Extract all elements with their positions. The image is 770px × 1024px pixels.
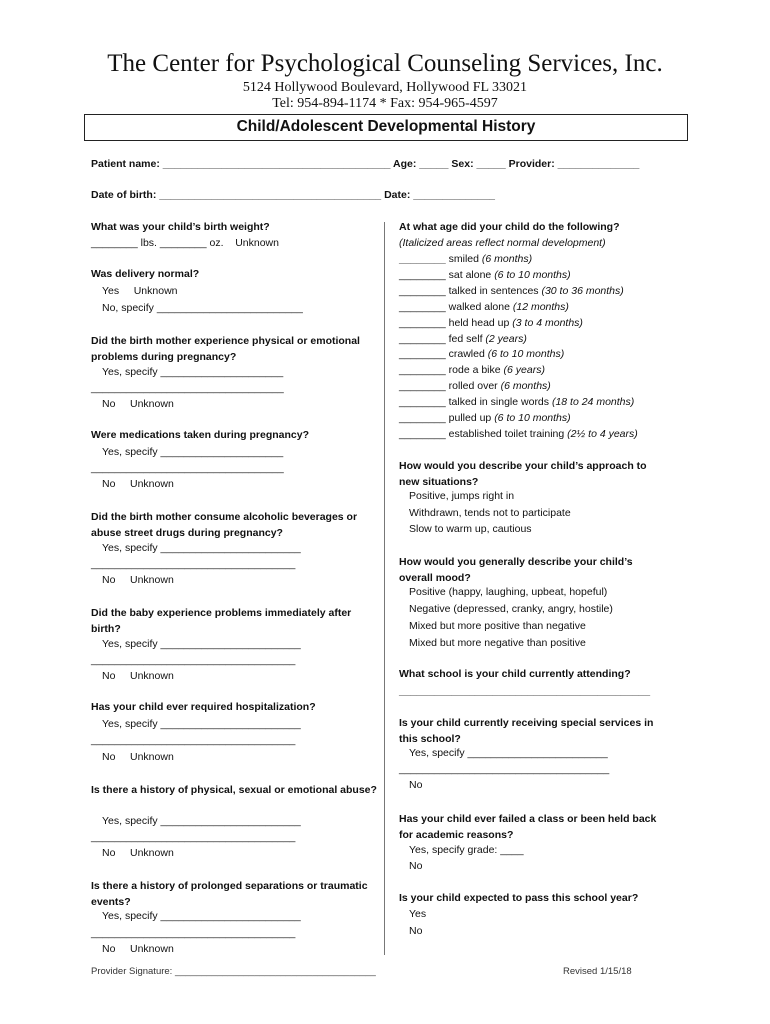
milestone-row[interactable]: [399, 269, 571, 282]
mother-problems-line[interactable]: _________________________________: [91, 382, 284, 394]
mood-option-positive[interactable]: Positive (happy, laughing, upbeat, hopeful): [409, 586, 608, 598]
alcohol-drugs-question: Did the birth mother consume alcoholic beverages or abuse street drugs during pregnancy?: [91, 511, 358, 539]
milestone-normal-age: (18 to 24 months): [551, 396, 635, 409]
milestone-row[interactable]: [399, 285, 624, 298]
column-divider: [384, 222, 385, 955]
pass-year-yes-option[interactable]: Yes: [409, 908, 427, 920]
milestone-row[interactable]: [399, 364, 545, 377]
delivery-no-option[interactable]: No, specify _________________________: [102, 302, 303, 314]
separation-no-option[interactable]: No Unknown: [102, 943, 174, 955]
school-question: What school is your child currently attending?: [399, 668, 631, 680]
abuse-yes-option[interactable]: Yes, specify ________________________: [102, 815, 301, 827]
special-services-no-option[interactable]: No: [409, 779, 423, 791]
organization-name: The Center for Psychological Counseling Services, Inc.: [107, 50, 663, 77]
milestone-age-blank[interactable]: ________: [399, 348, 446, 361]
medications-no-option[interactable]: No Unknown: [102, 478, 174, 490]
milestone-normal-age: (6 to 10 months): [494, 268, 571, 281]
milestone-label: held head up: [448, 316, 510, 329]
hospitalization-yes-option[interactable]: Yes, specify ________________________: [102, 718, 301, 730]
hospitalization-no-option[interactable]: No Unknown: [102, 751, 174, 763]
school-line[interactable]: ___________________________________________: [399, 685, 651, 697]
milestone-label: walked alone: [448, 300, 510, 313]
milestone-age-blank[interactable]: ________: [399, 268, 446, 281]
milestone-normal-age: (30 to 36 months): [541, 284, 624, 297]
provider-signature-field[interactable]: Provider Signature: ______________________________________: [91, 966, 376, 977]
milestone-normal-age: (6 years): [503, 364, 545, 377]
address-line: 5124 Hollywood Boulevard, Hollywood FL 33021: [242, 80, 528, 95]
alcohol-drugs-line[interactable]: ___________________________________: [91, 558, 296, 570]
milestone-row[interactable]: [399, 333, 527, 346]
milestone-normal-age: (6 months): [500, 380, 551, 393]
milestone-normal-age: (2½ to 4 years): [567, 427, 638, 440]
baby-problems-no-option[interactable]: No Unknown: [102, 670, 174, 682]
milestone-label: sat alone: [448, 268, 492, 281]
milestone-label: rode a bike: [448, 364, 501, 377]
medications-question: Were medications taken during pregnancy?: [91, 429, 310, 441]
milestone-age-blank[interactable]: ________: [399, 332, 446, 345]
milestone-normal-age: (12 months): [512, 300, 569, 313]
milestone-normal-age: (3 to 4 months): [512, 316, 583, 329]
abuse-no-option[interactable]: No Unknown: [102, 847, 174, 859]
delivery-yes-option[interactable]: Yes Unknown: [102, 285, 178, 297]
baby-problems-yes-option[interactable]: Yes, specify ________________________: [102, 638, 301, 650]
medications-yes-option[interactable]: Yes, specify _____________________: [102, 446, 284, 458]
phone-fax-line: Tel: 954-894-1174 * Fax: 954-965-4597: [272, 96, 498, 111]
mother-problems-yes-option[interactable]: Yes, specify _____________________: [102, 366, 284, 378]
milestone-normal-age: (2 years): [485, 332, 527, 345]
milestones-question: At what age did your child do the following?: [399, 221, 620, 233]
milestone-age-blank[interactable]: ________: [399, 396, 446, 409]
mood-option-negative[interactable]: Negative (depressed, cranky, angry, hostile): [409, 603, 613, 615]
milestone-age-blank[interactable]: ________: [399, 427, 446, 440]
milestone-label: pulled up: [448, 412, 492, 424]
milestone-row[interactable]: [399, 317, 583, 330]
medications-line[interactable]: _________________________________: [91, 462, 284, 474]
milestone-label: established toilet training: [448, 427, 565, 440]
milestone-row[interactable]: [399, 428, 638, 441]
form-title: Child/Adolescent Developmental History: [84, 114, 688, 141]
milestone-age-blank[interactable]: ________: [399, 316, 446, 329]
milestone-label: rolled over: [448, 380, 498, 393]
special-services-yes-option[interactable]: Yes, specify ________________________: [409, 747, 608, 759]
mood-question: How would you generally describe your child’s overall mood?: [399, 556, 633, 584]
milestone-age-blank[interactable]: ________: [399, 380, 446, 393]
milestone-age-blank[interactable]: ________: [399, 253, 446, 265]
milestones-note: (Italicized areas reflect normal development): [399, 237, 606, 249]
milestone-age-blank[interactable]: ________: [399, 364, 446, 377]
hospitalization-line[interactable]: ___________________________________: [91, 734, 296, 746]
milestone-label: smiled: [448, 253, 479, 265]
milestone-age-blank[interactable]: ________: [399, 284, 446, 297]
milestone-normal-age: (6 to 10 months): [494, 412, 571, 424]
pass-year-question: Is your child expected to pass this school year?: [399, 892, 639, 904]
milestone-label: crawled: [448, 348, 485, 361]
separation-yes-option[interactable]: Yes, specify ________________________: [102, 910, 301, 922]
special-services-question: Is your child currently receiving special services in this school?: [399, 717, 654, 745]
baby-problems-question: Did the baby experience problems immediately after birth?: [91, 607, 352, 635]
mother-problems-question: Did the birth mother experience physical or emotional problems during pregnancy?: [91, 335, 360, 363]
held-back-question: Has your child ever failed a class or been held back for academic reasons?: [399, 813, 657, 841]
birth-weight-field[interactable]: ________ lbs. ________ oz. Unknown: [91, 237, 279, 249]
milestone-row[interactable]: [399, 412, 571, 425]
milestone-label: talked in sentences: [448, 284, 539, 297]
held-back-no-option[interactable]: No: [409, 860, 423, 872]
organization-address: [0, 80, 770, 112]
revision-date: Revised 1/15/18: [563, 966, 632, 977]
mother-problems-no-option[interactable]: No Unknown: [102, 398, 174, 410]
milestone-normal-age: (6 to 10 months): [487, 348, 565, 361]
milestone-age-blank[interactable]: ________: [399, 300, 446, 313]
milestone-row[interactable]: [399, 301, 569, 314]
milestone-row[interactable]: [399, 253, 532, 266]
milestone-label: fed self: [448, 332, 483, 345]
milestone-label: talked in single words: [448, 396, 550, 409]
abuse-line[interactable]: ___________________________________: [91, 831, 296, 843]
milestone-age-blank[interactable]: ________: [399, 412, 446, 424]
milestone-row[interactable]: [399, 396, 634, 409]
milestone-row[interactable]: [399, 348, 564, 361]
abuse-question: Is there a history of physical, sexual or emotional abuse?: [91, 784, 377, 796]
alcohol-drugs-no-option[interactable]: No Unknown: [102, 574, 174, 586]
mood-option-mixed-positive[interactable]: Mixed but more positive than negative: [409, 620, 586, 632]
special-services-line[interactable]: ____________________________________: [399, 763, 610, 775]
milestone-normal-age: (6 months): [481, 253, 533, 265]
approach-option-slow[interactable]: Slow to warm up, cautious: [409, 523, 532, 535]
birth-date-field[interactable]: Date of birth: ______________________________________ Date: ______________: [91, 189, 495, 201]
approach-option-withdrawn[interactable]: Withdrawn, tends not to participate: [409, 507, 571, 519]
baby-problems-line[interactable]: ___________________________________: [91, 654, 296, 666]
milestone-row[interactable]: [399, 380, 551, 393]
patient-info-field[interactable]: Patient name: _______________________________________ Age: _____ Sex: _____ Provider: ______________: [91, 158, 640, 170]
pass-year-no-option[interactable]: No: [409, 925, 423, 937]
separation-question: Is there a history of prolonged separations or traumatic events?: [91, 880, 368, 908]
approach-option-positive[interactable]: Positive, jumps right in: [409, 490, 515, 502]
held-back-yes-option[interactable]: Yes, specify grade: ____: [409, 844, 524, 856]
alcohol-drugs-yes-option[interactable]: Yes, specify ________________________: [102, 542, 301, 554]
hospitalization-question: Has your child ever required hospitalization?: [91, 701, 316, 713]
separation-line[interactable]: ___________________________________: [91, 927, 296, 939]
mood-option-mixed-negative[interactable]: Mixed but more negative than positive: [409, 637, 586, 649]
approach-question: How would you describe your child’s approach to new situations?: [399, 460, 647, 488]
delivery-question: Was delivery normal?: [91, 268, 200, 280]
birth-weight-question: What was your child’s birth weight?: [91, 221, 270, 233]
